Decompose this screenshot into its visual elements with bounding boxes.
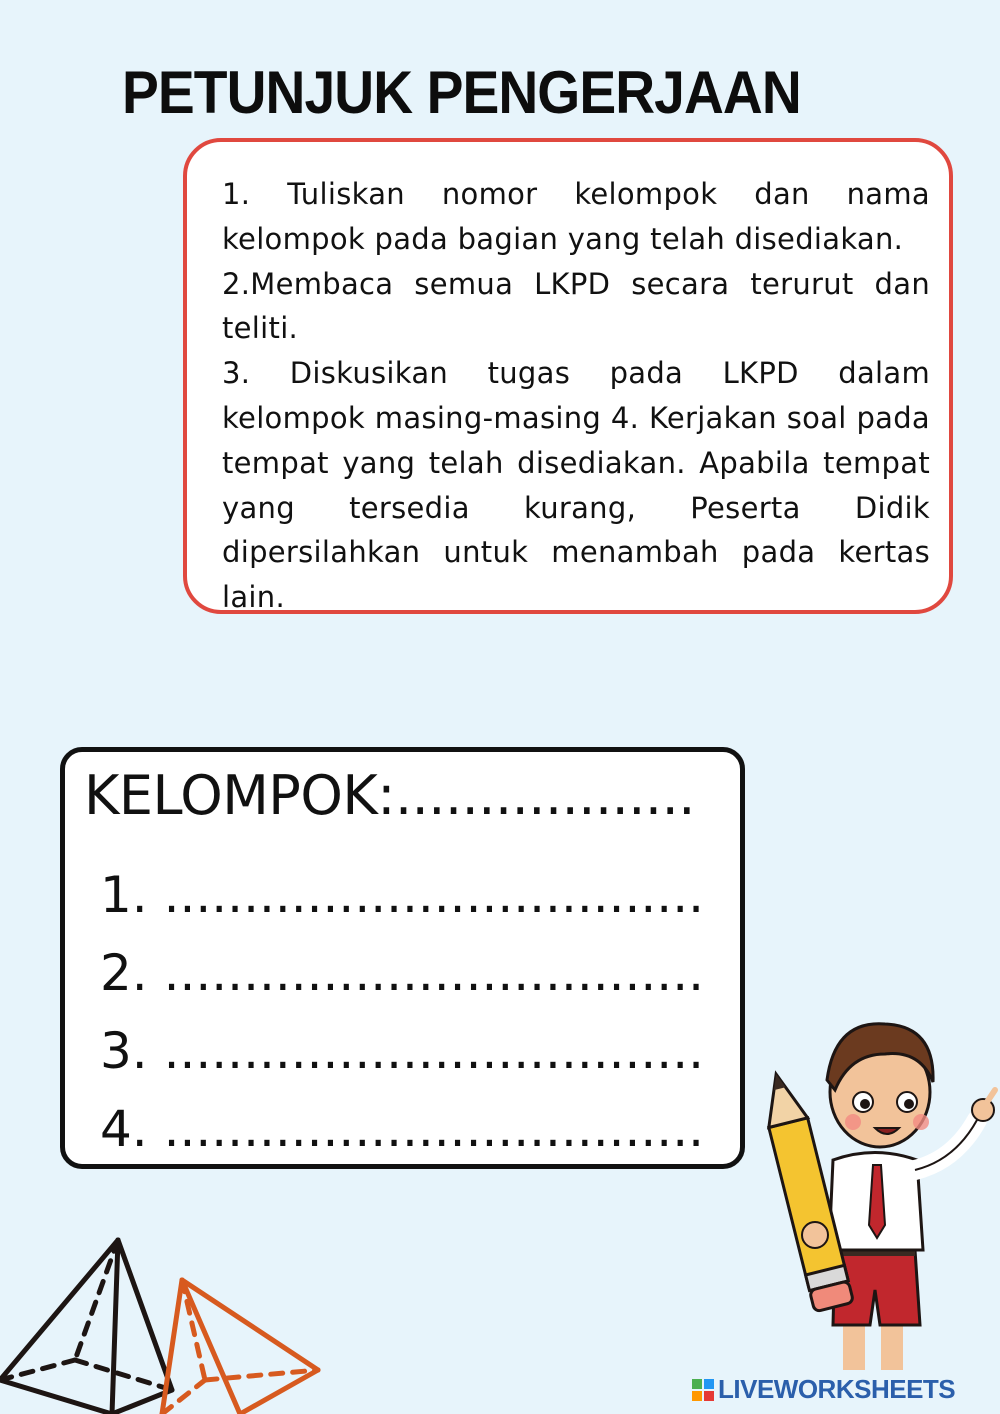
watermark [692, 1374, 955, 1405]
pyramid-icon [0, 1230, 330, 1414]
student-character-icon [755, 1010, 1000, 1380]
member-line-3: 3. .................................. [100, 1022, 704, 1080]
watermark-text: LIVEWORKSHEETS [718, 1374, 956, 1404]
group-label: KELOMPOK:.................. [84, 764, 695, 827]
instructions-text [222, 172, 930, 620]
instruction-item-1: 1. Tuliskan nomor kelompok dan nama kelompok pada bagian yang telah disediakan. [222, 177, 930, 256]
member-line-4: 4. .................................. [100, 1100, 704, 1158]
liveworksheets-logo-icon [692, 1379, 714, 1401]
page-title: PETUNJUK PENGERJAAN [122, 59, 801, 126]
instruction-item-2: 2.Membaca semua LKPD secara terurut dan teliti. [222, 266, 930, 346]
instruction-item-3: 3. Diskusikan tugas pada LKPD dalam kelompok masing-masing 4. Kerjakan soal pada tempat yang telah disediakan. Apabila tempat yang tersedia kurang, Peserta Didik dipersilahkan untuk menambah pada kertas lain. [222, 356, 930, 615]
member-line-1: 1. .................................. [100, 866, 704, 924]
member-line-2: 2. .................................. [100, 944, 704, 1002]
